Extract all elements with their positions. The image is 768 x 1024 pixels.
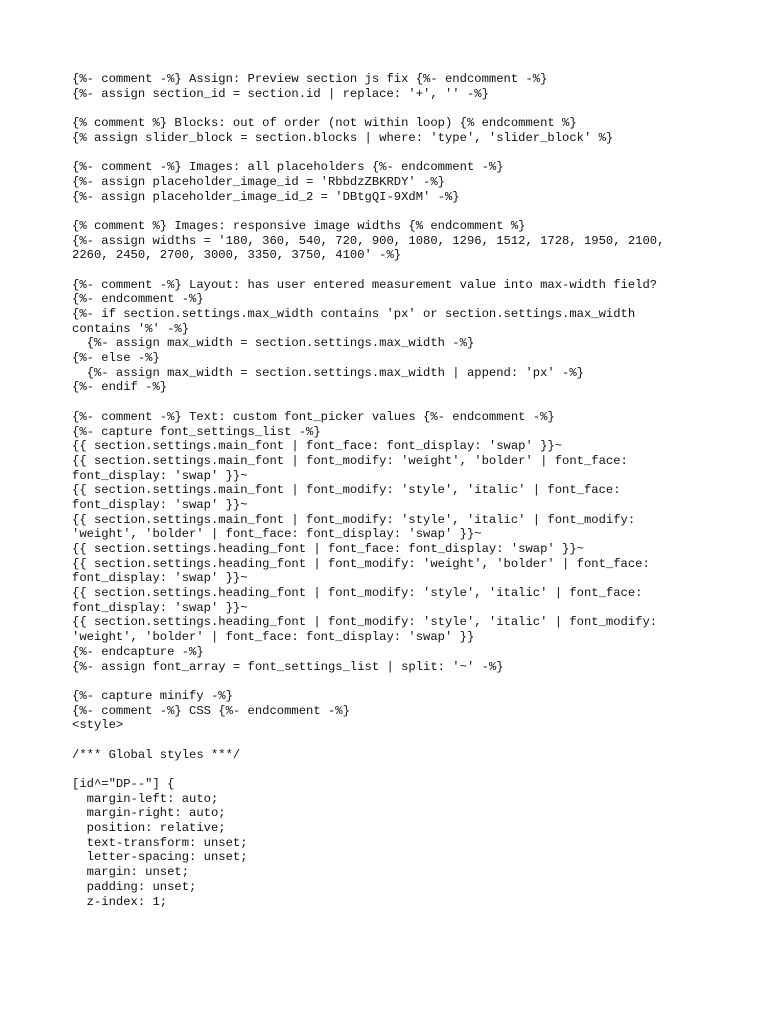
code-line: <style> — [72, 718, 124, 733]
code-line: {%- assign widths = '180, 360, 540, 720, 900, 1080, 1296, 1512, 1728, 1950, 2100, — [72, 233, 665, 248]
code-line — [72, 101, 696, 116]
code-line: {%- comment -%} CSS {%- endcomment -%} — [72, 703, 350, 718]
code-line: {%- assign max_width = section.settings.max_width -%} — [72, 336, 475, 351]
code-line: {{ section.settings.main_font | font_modify: 'style', 'italic' | font_face: — [72, 483, 621, 498]
code-line: {%- endcapture -%} — [72, 644, 204, 659]
code-line — [72, 204, 696, 219]
code-line: font_display: 'swap' }}~ — [72, 468, 248, 483]
code-line: {%- if section.settings.max_width contains 'px' or section.settings.max_width — [72, 307, 636, 321]
code-line: {%- assign section_id = section.id | replace: '+', '' -%} — [72, 86, 489, 101]
code-line: {%- assign placeholder_image_id_2 = 'DBtgQI-9XdM' -%} — [72, 189, 460, 204]
code-line: letter-spacing: unset; — [72, 850, 248, 865]
code-line: {%- capture minify -%} — [72, 688, 233, 703]
code-line: {%- assign max_width = section.settings.max_width | append: 'px' -%} — [72, 365, 584, 380]
code-line: margin-left: auto; — [72, 791, 219, 806]
code-line: {% assign slider_block = section.blocks | where: 'type', 'slider_block' %} — [72, 130, 614, 145]
code-line: {%- assign font_array = font_settings_list | split: '~' -%} — [72, 659, 504, 674]
code-line: {%- assign placeholder_image_id = 'RbbdzZBKRDY' -%} — [72, 174, 445, 189]
code-line: {{ section.settings.main_font | font_modify: 'style', 'italic' | font_modify: — [72, 512, 636, 527]
code-line — [72, 733, 696, 748]
code-line: margin: unset; — [72, 865, 190, 880]
code-line: {{ section.settings.main_font | font_modify: 'weight', 'bolder' | font_face: — [72, 453, 628, 468]
code-line: {{ section.settings.heading_font | font_modify: 'style', 'italic' | font_face: — [72, 586, 643, 601]
code-line: /*** Global styles ***/ — [72, 747, 241, 762]
code-line: {{ section.settings.heading_font | font_modify: 'weight', 'bolder' | font_face: — [72, 556, 650, 571]
code-line: 'weight', 'bolder' | font_face: font_display: 'swap' }} — [72, 630, 475, 645]
code-line: {%- comment -%} Assign: Preview section js fix {%- endcomment -%} — [72, 72, 548, 86]
code-line: {%- endcomment -%} — [72, 292, 204, 307]
code-line: z-index: 1; — [72, 894, 168, 909]
code-line: {%- comment -%} Images: all placeholders {%- endcomment -%} — [72, 160, 504, 175]
code-line — [72, 674, 696, 689]
code-line: contains '%' -%} — [72, 321, 190, 336]
code-line: {{ section.settings.heading_font | font_face: font_display: 'swap' }}~ — [72, 542, 584, 556]
code-line — [72, 263, 696, 278]
code-line: {%- capture font_settings_list -%} — [72, 424, 321, 439]
code-line: 'weight', 'bolder' | font_face: font_display: 'swap' }}~ — [72, 527, 482, 542]
code-line: {%- endif -%} — [72, 380, 168, 395]
code-line: {% comment %} Images: responsive image widths {% endcomment %} — [72, 218, 526, 233]
code-line: {%- else -%} — [72, 351, 160, 366]
code-line: {%- comment -%} Text: custom font_picker values {%- endcomment -%} — [72, 409, 555, 424]
code-line: [id^="DP--"] { — [72, 777, 175, 791]
code-line: position: relative; — [72, 821, 226, 836]
code-line: font_display: 'swap' }}~ — [72, 497, 248, 512]
code-line: {%- comment -%} Layout: has user entered measurement value into max-width field? — [72, 277, 658, 292]
code-line: font_display: 'swap' }}~ — [72, 571, 248, 586]
code-line: font_display: 'swap' }}~ — [72, 600, 248, 615]
code-line — [72, 145, 696, 160]
code-line: {{ section.settings.main_font | font_face: font_display: 'swap' }}~ — [72, 439, 563, 454]
code-document — [72, 72, 696, 909]
code-line: {{ section.settings.heading_font | font_modify: 'style', 'italic' | font_modify: — [72, 615, 658, 630]
code-line — [72, 762, 696, 777]
code-line — [72, 395, 696, 410]
code-line: margin-right: auto; — [72, 806, 226, 821]
code-line: {% comment %} Blocks: out of order (not within loop) {% endcomment %} — [72, 116, 577, 131]
code-line: padding: unset; — [72, 879, 197, 894]
code-line: text-transform: unset; — [72, 835, 248, 850]
code-line: 2260, 2450, 2700, 3000, 3350, 3750, 4100' -%} — [72, 248, 402, 263]
